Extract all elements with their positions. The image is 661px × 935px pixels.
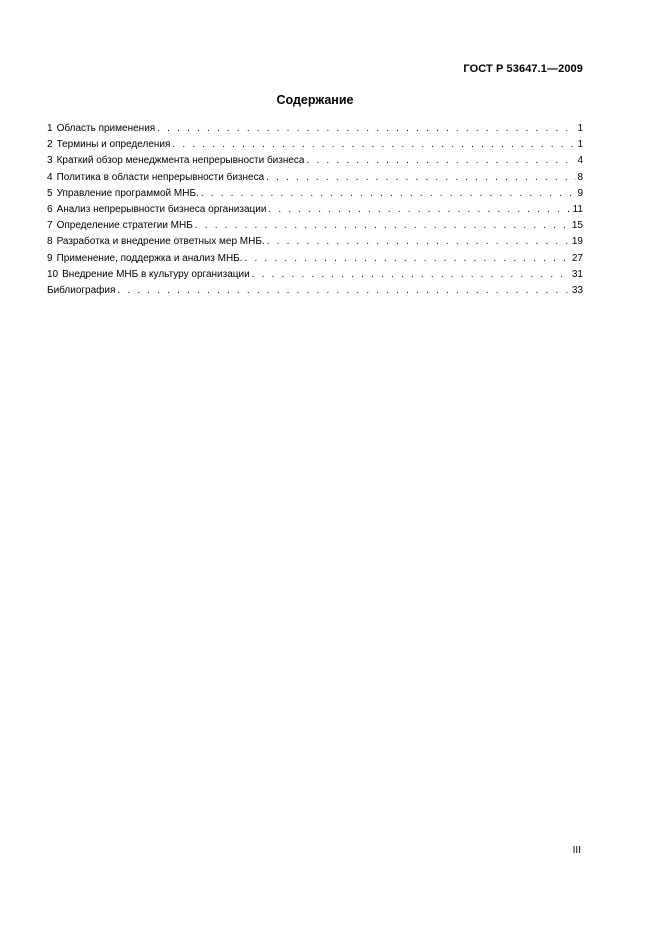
toc-title: Содержание <box>276 93 354 107</box>
toc-entry-label: Область применения <box>56 123 156 134</box>
toc-entry-page: 31 <box>571 268 583 280</box>
page-number: III <box>572 845 581 856</box>
toc-entry-number: 7 <box>47 220 53 232</box>
toc-entry-number: 8 <box>47 236 53 248</box>
toc-entry[interactable] <box>47 218 583 234</box>
toc-entry-number: 1 <box>47 123 53 134</box>
toc-entry-page: 1 <box>577 123 583 134</box>
toc-entry-page: 19 <box>571 236 583 248</box>
toc-entry[interactable] <box>47 234 583 250</box>
toc-entry-page: 15 <box>571 220 583 232</box>
toc-leader-dots <box>250 267 571 283</box>
toc-entry-page: 8 <box>577 171 583 183</box>
toc-entry-label: Внедрение МНБ в культуру организации <box>62 268 250 280</box>
toc-entry-page: 27 <box>571 252 583 264</box>
toc-leader-dots <box>115 283 570 299</box>
toc-entry-label: Библиография <box>47 284 116 296</box>
toc-entry-page: 11 <box>572 203 583 215</box>
toc-leader-dots <box>265 234 571 250</box>
toc-leader-dots <box>264 170 576 186</box>
table-of-contents <box>47 121 583 299</box>
toc-entry[interactable] <box>47 202 583 218</box>
toc-entry-page: 33 <box>571 284 583 296</box>
toc-leader-dots <box>266 202 571 218</box>
toc-entry-number: 9 <box>47 252 53 264</box>
toc-entry-label: Термины и определения <box>56 139 171 151</box>
toc-leader-dots <box>199 186 577 202</box>
toc-entry-label: Определение стратегии МНБ <box>56 220 193 232</box>
toc-leader-dots <box>193 218 571 234</box>
toc-entry-label: Управление программой МНБ. <box>56 187 199 199</box>
document-code: ГОСТ Р 53647.1—2009 <box>463 63 583 75</box>
toc-entry-number: 5 <box>47 187 53 199</box>
toc-entry[interactable] <box>47 267 583 283</box>
toc-entry-bibliography[interactable] <box>47 283 583 299</box>
toc-entry-label: Разработка и внедрение ответных мер МНБ. <box>56 236 265 248</box>
toc-entry-page: 4 <box>577 155 583 167</box>
toc-entry-number: 3 <box>47 155 53 167</box>
toc-entry[interactable] <box>47 153 583 169</box>
toc-leader-dots <box>243 251 571 267</box>
toc-entry-label: Применение, поддержка и анализ МНБ. <box>56 252 243 264</box>
toc-leader-dots <box>305 153 577 169</box>
toc-entry[interactable] <box>47 251 583 267</box>
toc-leader-dots <box>155 121 576 137</box>
toc-entry-number: 4 <box>47 171 53 183</box>
toc-entry-label: Анализ непрерывности бизнеса организации <box>56 203 267 215</box>
toc-entry[interactable] <box>47 137 583 153</box>
toc-entry-number: 6 <box>47 203 53 215</box>
toc-entry-number: 2 <box>47 139 53 151</box>
toc-entry-page: 1 <box>577 139 583 151</box>
toc-entry-label: Политика в области непрерывности бизнеса <box>56 171 265 183</box>
toc-entry[interactable] <box>47 186 583 202</box>
toc-entry-label: Краткий обзор менеджмента непрерывности бизнеса <box>56 155 305 167</box>
toc-entry[interactable] <box>47 121 583 137</box>
toc-entry-number: 10 <box>47 268 59 280</box>
toc-leader-dots <box>170 137 576 153</box>
toc-entry-page: 9 <box>577 187 583 199</box>
toc-entry[interactable] <box>47 170 583 186</box>
